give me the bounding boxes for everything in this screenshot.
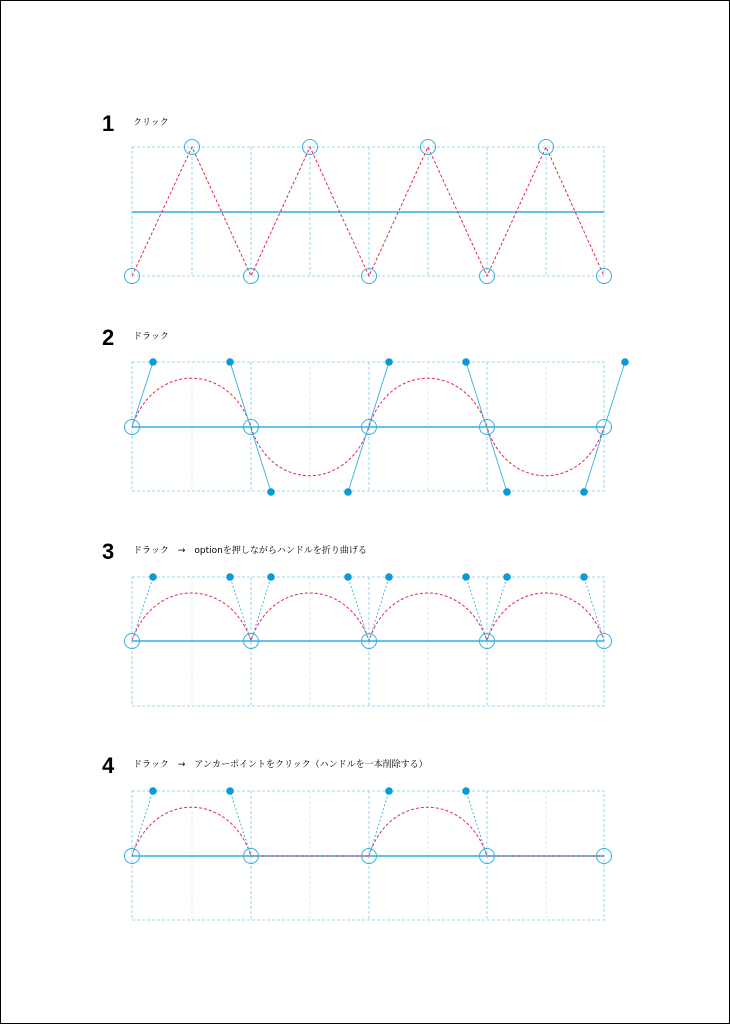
step-4-diagram (1, 1, 729, 941)
handle-lines (132, 791, 487, 856)
step-1-number: 1 (102, 111, 115, 136)
arch-curves (132, 807, 487, 856)
step-4-label: ドラック → アンカーポイントをクリック（ハンドルを一本削除する） (133, 760, 428, 770)
step-2-label: ドラック (133, 332, 169, 342)
step-3-label: ドラック → optionを押しながらハンドルを折り曲げる (133, 546, 367, 556)
step-4-number: 4 (102, 753, 115, 778)
step-2-number: 2 (102, 325, 115, 350)
step-3-number: 3 (102, 539, 115, 564)
step-1-label: クリック (133, 118, 169, 128)
